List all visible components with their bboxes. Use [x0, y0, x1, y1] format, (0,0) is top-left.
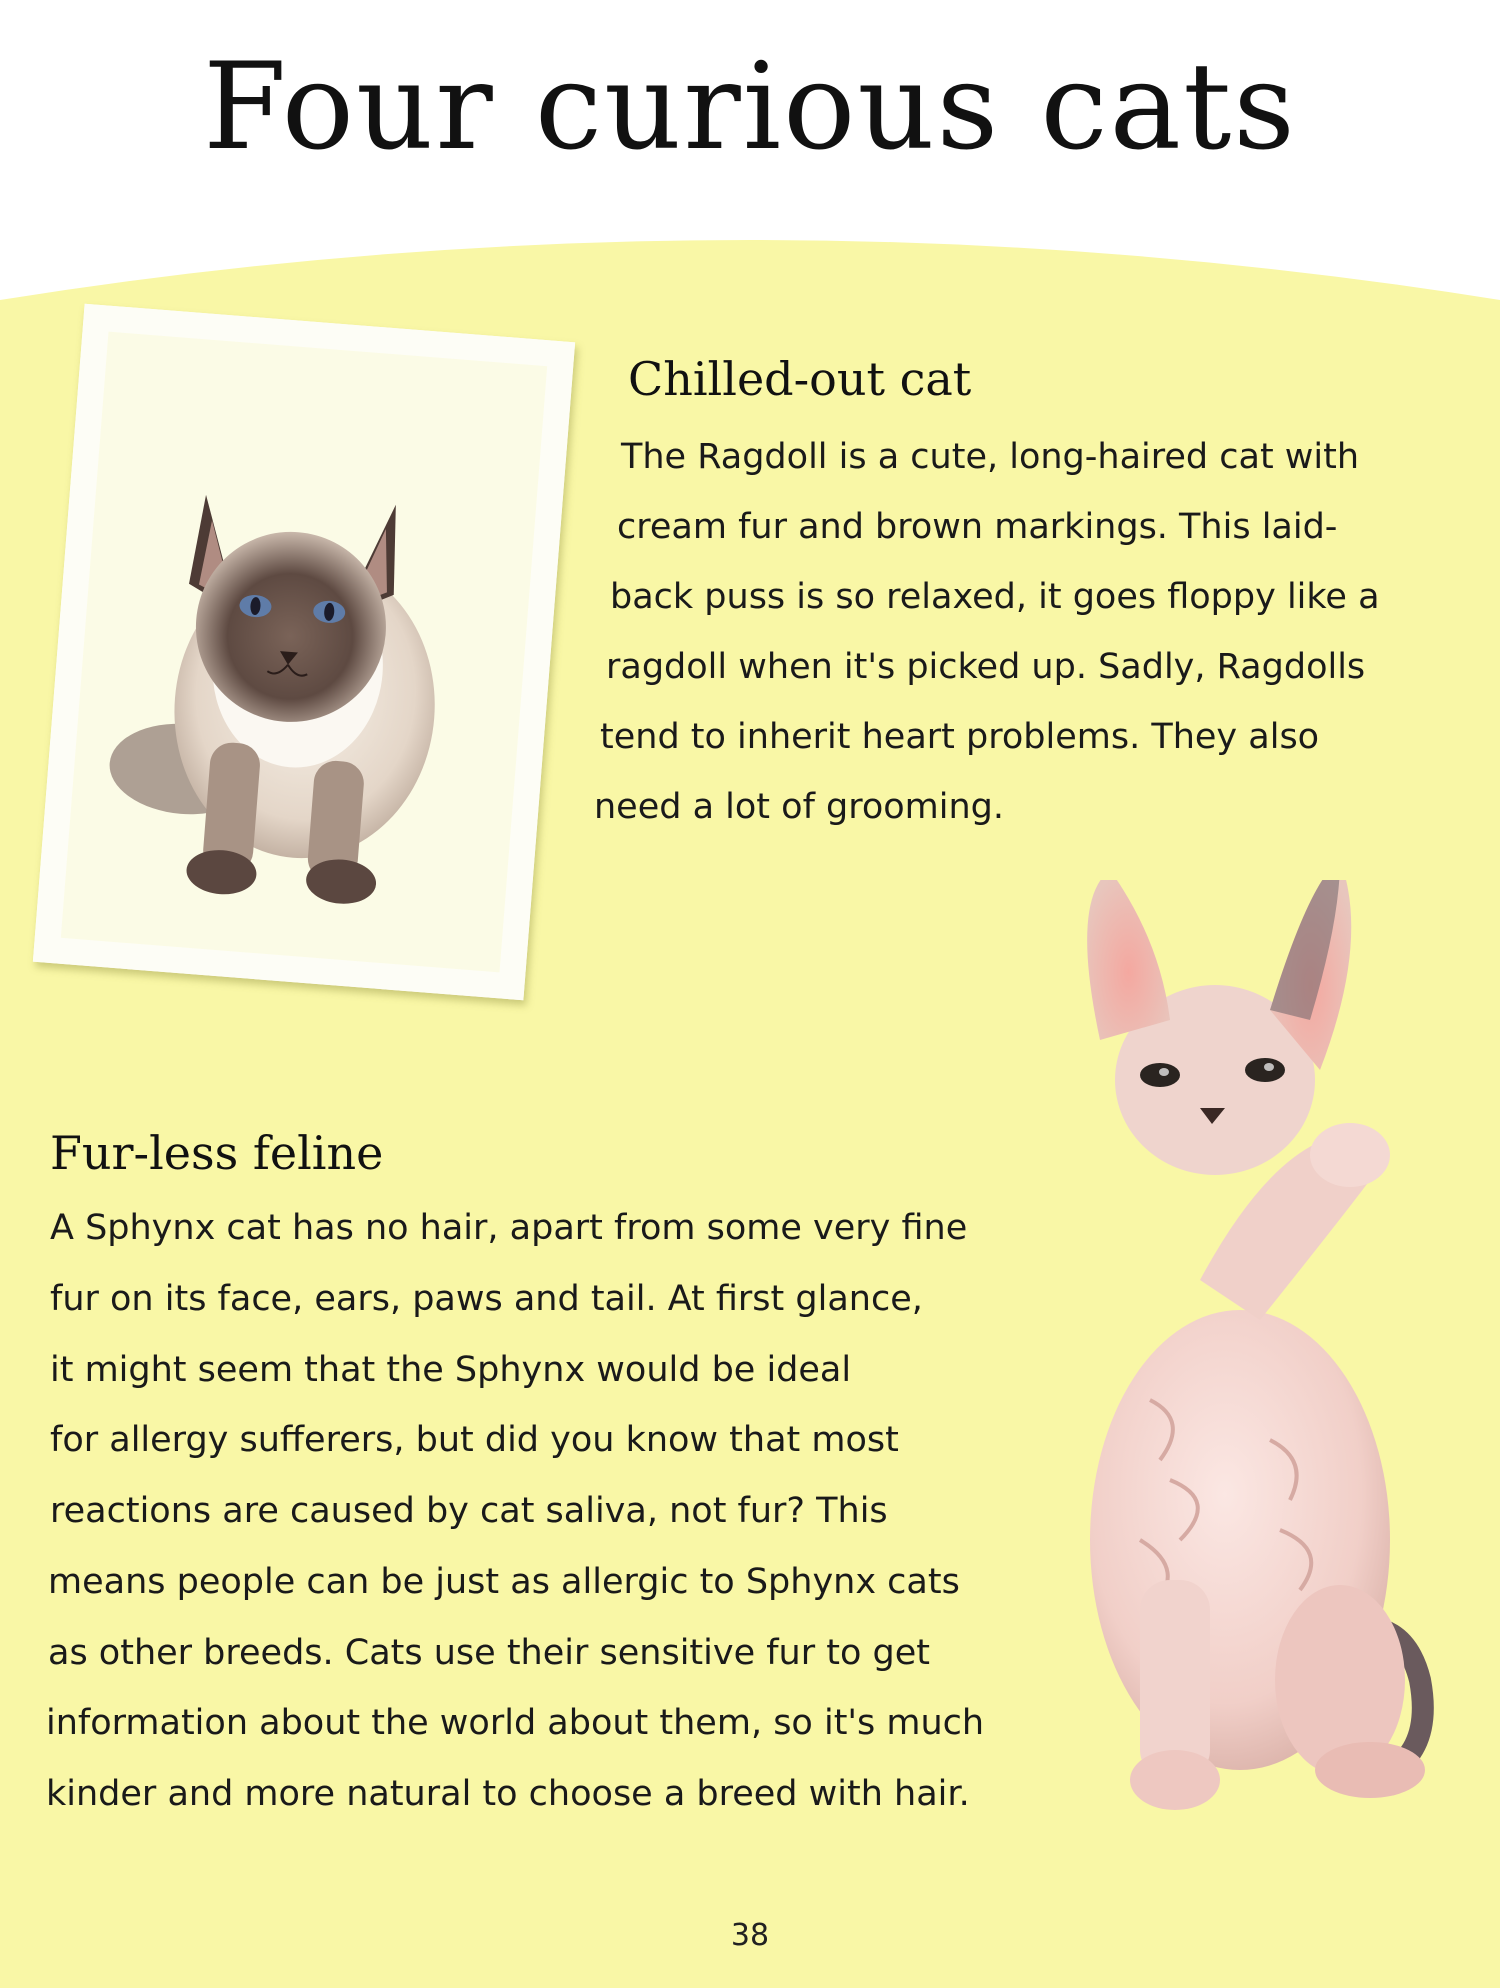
section-text-line: fur on its face, ears, paws and tail. At first glance, — [50, 1279, 923, 1319]
section-text-line: ragdoll when it's picked up. Sadly, Ragdolls — [606, 647, 1366, 687]
section-text-line: The Ragdoll is a cute, long-haired cat with — [621, 437, 1360, 477]
section-text-line: back puss is so relaxed, it goes floppy like a — [610, 577, 1380, 617]
section-text-line: A Sphynx cat has no hair, apart from some very fine — [50, 1208, 968, 1248]
section-heading-fur-less-feline: Fur-less feline — [50, 1126, 384, 1180]
section-text-line: information about the world about them, so it's much — [46, 1703, 985, 1743]
section-text-line: kinder and more natural to choose a breed with hair. — [46, 1774, 970, 1814]
section-text-line: it might seem that the Sphynx would be ideal — [50, 1350, 852, 1390]
section-text-line: as other breeds. Cats use their sensitive fur to get — [48, 1633, 930, 1673]
section-text-line: need a lot of grooming. — [594, 787, 1005, 827]
section-text-line: tend to inherit heart problems. They also — [600, 717, 1320, 757]
ragdoll-photo-card — [33, 304, 575, 1001]
section-text-line: for allergy sufferers, but did you know that most — [50, 1420, 899, 1460]
ragdoll-cat-image — [61, 332, 547, 973]
section-text-line: reactions are caused by cat saliva, not fur? This — [50, 1491, 888, 1531]
sphynx-cat-image — [1040, 880, 1470, 1860]
page-title: Four curious cats — [203, 38, 1297, 177]
section-heading-chilled-out-cat: Chilled-out cat — [628, 352, 972, 406]
section-text-line: means people can be just as allergic to Sphynx cats — [48, 1562, 960, 1602]
page-number: 38 — [730, 1918, 770, 1953]
section-text-line: cream fur and brown markings. This laid- — [617, 507, 1338, 547]
